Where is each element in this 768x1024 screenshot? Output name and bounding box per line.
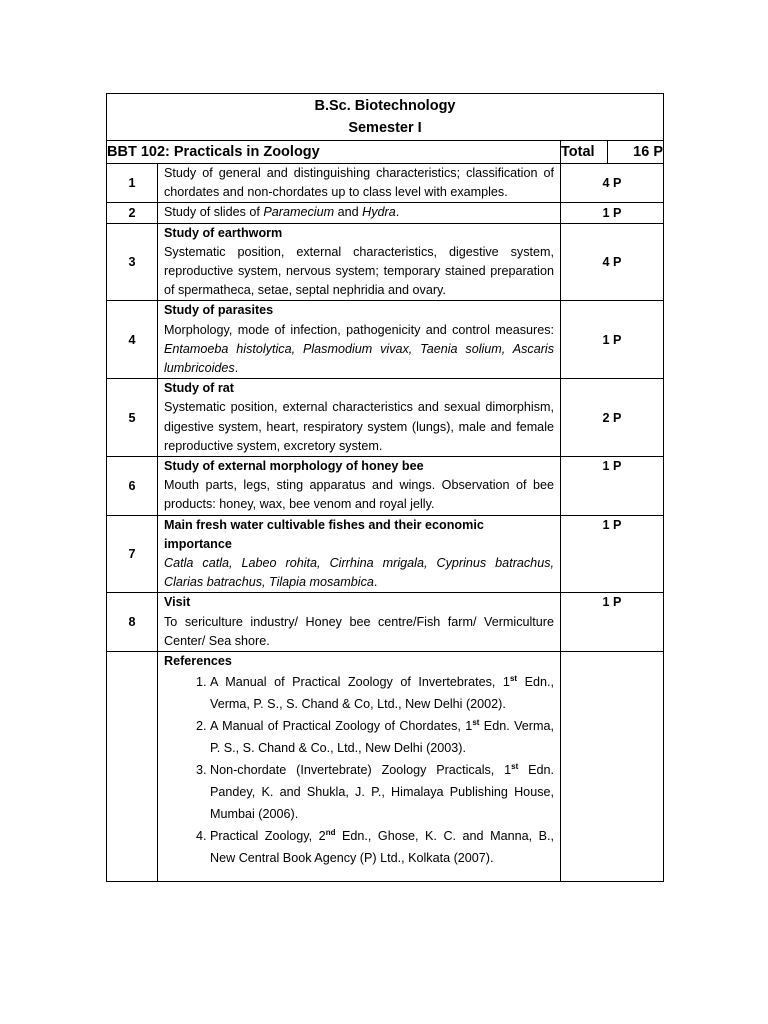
row-title: Study of rat — [164, 381, 234, 396]
reference-text: Edn., Verma, P. S., S. Chand & Co, Ltd., New Delhi (2002). — [210, 675, 555, 712]
reference-item — [210, 715, 554, 759]
desc-text: Morphology, mode of infection, pathogenicity and control measures: — [164, 322, 554, 337]
row-points: 1 P — [561, 457, 664, 516]
row-title: Visit — [164, 595, 191, 610]
row-title: Main fresh water cultivable fishes and their economic importance — [164, 517, 484, 551]
course-title: BBT 102: Practicals in Zoology — [107, 141, 561, 164]
ordinal-suffix: st — [509, 674, 518, 684]
row-description — [158, 301, 561, 379]
table-row — [107, 379, 664, 457]
row-number: 6 — [107, 457, 158, 516]
row-text: Systematic position, external characteristics and sexual dimorphism, digestive system, heart, respiratory system (lungs), male and female reproductive system, excretory system. — [164, 400, 554, 453]
reference-text: Edn., Ghose, K. C. and Manna, B., New Central Book Agency (P) Ltd., Kolkata (2007). — [210, 829, 554, 866]
species-name: Paramecium — [263, 205, 335, 220]
row-points: 4 P — [561, 223, 664, 301]
references-title: References — [164, 654, 232, 669]
row-number: 1 — [107, 164, 158, 203]
reference-text: A Manual of Practical Zoology of Invertebrates, 1 — [210, 675, 510, 690]
table-row — [107, 223, 664, 301]
row-points: 2 P — [561, 379, 664, 457]
row-text — [164, 321, 554, 379]
total-label: Total — [561, 141, 608, 164]
desc-text: . — [373, 575, 378, 590]
table-row — [107, 593, 664, 652]
desc-text: and — [334, 205, 363, 220]
row-text: Mouth parts, legs, sting apparatus and wings. Observation of bee products: honey, wax, bee venom and royal jelly. — [164, 478, 554, 512]
reference-text: Practical Zoology, 2 — [210, 829, 326, 844]
ordinal-suffix: st — [472, 718, 480, 728]
row-title: Study of external morphology of honey bee — [164, 459, 424, 474]
reference-text: A Manual of Practical Zoology of Chordates, 1 — [210, 719, 473, 734]
species-name: Hydra — [362, 205, 396, 220]
row-description — [158, 223, 561, 301]
row-points: 4 P — [561, 164, 664, 203]
species-list: Entamoeba histolytica, Plasmodium vivax, Taenia solium, Ascaris lumbricoides — [164, 341, 554, 376]
program-title: B.Sc. Biotechnology — [314, 98, 456, 114]
empty-cell — [107, 652, 158, 882]
table-heading — [107, 94, 664, 141]
row-number: 4 — [107, 301, 158, 379]
references-row — [107, 652, 664, 882]
desc-text: Study of slides of — [164, 205, 264, 220]
row-number: 2 — [107, 203, 158, 223]
syllabus-table — [106, 93, 664, 882]
row-title: Study of earthworm — [164, 225, 283, 240]
row-points: 1 P — [561, 301, 664, 379]
table-row — [107, 301, 664, 379]
table-row — [107, 203, 664, 223]
reference-item — [210, 759, 554, 825]
references-section — [158, 652, 561, 882]
row-number: 3 — [107, 223, 158, 301]
reference-text: Non-chordate (Invertebrate) Zoology Practicals, 1 — [210, 763, 512, 778]
row-description — [158, 379, 561, 457]
row-points: 1 P — [561, 593, 664, 652]
row-text: To sericulture industry/ Honey bee centre/Fish farm/ Vermiculture Center/ Sea shore. — [164, 614, 554, 648]
table-row — [107, 164, 664, 203]
row-text — [164, 554, 554, 592]
empty-cell — [561, 652, 664, 882]
references-list — [164, 671, 554, 869]
reference-item — [210, 825, 554, 869]
reference-text: Edn. Pandey, K. and Shukla, J. P., Himalaya Publishing House, Mumbai (2006). — [210, 763, 555, 822]
desc-text: . — [395, 205, 400, 220]
row-text: Systematic position, external characteristics, digestive system, reproductive system, nervous system; temporary stained preparation of spermatheca, setae, septal nephridia and ovary. — [164, 244, 554, 298]
course-row — [107, 141, 664, 164]
row-number: 5 — [107, 379, 158, 457]
total-points: 16 P — [608, 141, 664, 164]
ordinal-suffix: st — [511, 762, 519, 772]
ordinal-suffix: nd — [325, 828, 336, 838]
row-description — [158, 203, 561, 223]
row-number: 8 — [107, 593, 158, 652]
reference-item — [210, 671, 554, 715]
row-description: Study of general and distinguishing characteristics; classification of chordates and non-chordates up to class level with examples. — [158, 164, 561, 203]
reference-text: Edn. Verma, P. S., S. Chand & Co., Ltd., New Delhi (2003). — [210, 719, 554, 756]
row-description — [158, 593, 561, 652]
semester-title: Semester I — [348, 120, 422, 136]
row-description — [158, 457, 561, 516]
table-header-row — [107, 94, 664, 141]
row-points: 1 P — [561, 515, 664, 593]
desc-text: . — [234, 361, 239, 376]
row-number: 7 — [107, 515, 158, 593]
row-title: Study of parasites — [164, 303, 274, 318]
table-row — [107, 457, 664, 516]
species-list: Catla catla, Labeo rohita, Cirrhina mrigala, Cyprinus batrachus, Clarias batrachus, Tilapia mosambica — [164, 556, 554, 590]
row-points: 1 P — [561, 203, 664, 223]
table-row — [107, 515, 664, 593]
row-description — [158, 515, 561, 593]
